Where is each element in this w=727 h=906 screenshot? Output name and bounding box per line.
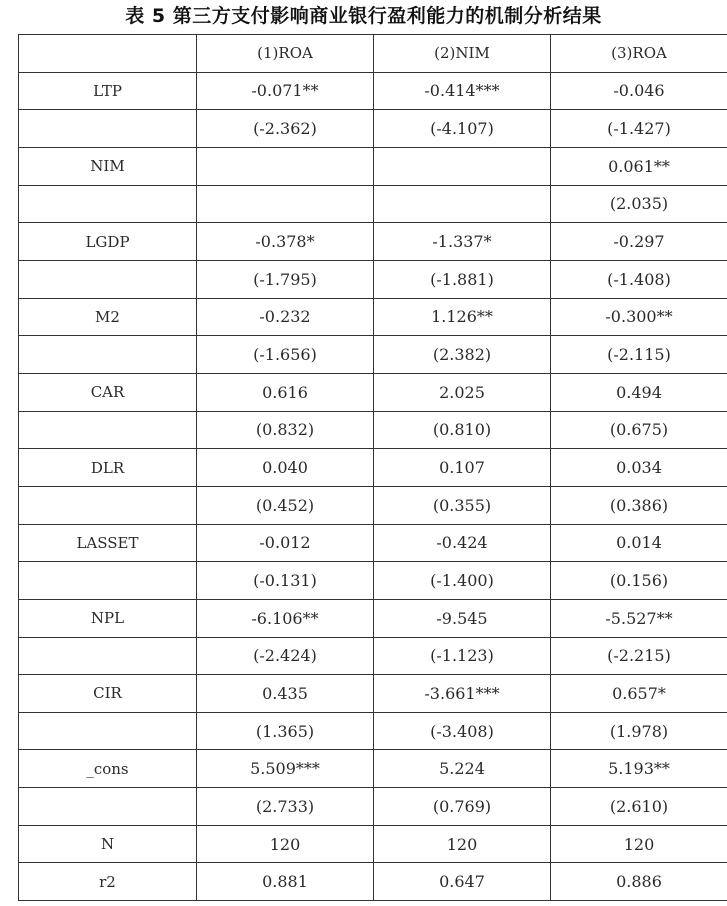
table-cell: -6.106** [197, 599, 374, 637]
table-cell: -0.297 [551, 223, 727, 261]
column-header-model-3: (3)ROA [551, 35, 727, 73]
table-row [19, 788, 727, 826]
table-cell: (2.382) [374, 336, 551, 374]
table-cell: (-3.408) [374, 712, 551, 750]
table-row [19, 486, 727, 524]
row-label [19, 486, 197, 524]
table-row [19, 599, 727, 637]
table-cell: -0.071** [197, 72, 374, 110]
column-header-model-2: (2)NIM [374, 35, 551, 73]
table-cell: -0.012 [197, 524, 374, 562]
table-cell: -1.337* [374, 223, 551, 261]
table-cell: (2.733) [197, 788, 374, 826]
row-label: LASSET [19, 524, 197, 562]
table-cell: (0.355) [374, 486, 551, 524]
table-cell: (2.610) [551, 788, 727, 826]
table-cell: 5.193** [551, 750, 727, 788]
table-cell: (1.978) [551, 712, 727, 750]
table-row [19, 637, 727, 675]
table-cell: 0.014 [551, 524, 727, 562]
table-row [19, 863, 727, 901]
table-cell: (0.156) [551, 562, 727, 600]
table-cell: (-1.881) [374, 260, 551, 298]
table-cell: 0.881 [197, 863, 374, 901]
table-row [19, 298, 727, 336]
table-cell: 0.494 [551, 373, 727, 411]
row-label [19, 562, 197, 600]
table-cell: -0.378* [197, 223, 374, 261]
table-cell: 0.657* [551, 675, 727, 713]
table-cell: (-1.656) [197, 336, 374, 374]
table-cell [197, 147, 374, 185]
row-label: CAR [19, 373, 197, 411]
table-row [19, 147, 727, 185]
table-cell: -0.424 [374, 524, 551, 562]
table-cell: -0.046 [551, 72, 727, 110]
table-cell: 0.435 [197, 675, 374, 713]
table-cell: 5.509*** [197, 750, 374, 788]
table-cell: (-1.123) [374, 637, 551, 675]
row-label [19, 260, 197, 298]
table-cell: 120 [374, 825, 551, 863]
table-cell: (0.386) [551, 486, 727, 524]
table-cell [374, 147, 551, 185]
table-row [19, 110, 727, 148]
table-row [19, 524, 727, 562]
row-label: NIM [19, 147, 197, 185]
table-cell: (-0.131) [197, 562, 374, 600]
table-cell: 0.034 [551, 449, 727, 487]
table-cell: 0.107 [374, 449, 551, 487]
table-cell: -0.232 [197, 298, 374, 336]
table-cell: (-2.424) [197, 637, 374, 675]
table-cell: 0.040 [197, 449, 374, 487]
table-cell: 2.025 [374, 373, 551, 411]
table-cell: (1.365) [197, 712, 374, 750]
table-cell: (0.675) [551, 411, 727, 449]
row-label: LGDP [19, 223, 197, 261]
table-title: 表 5 第三方支付影响商业银行盈利能力的机制分析结果 [125, 5, 602, 27]
table-cell: 0.616 [197, 373, 374, 411]
row-label: N [19, 825, 197, 863]
row-label [19, 411, 197, 449]
table-cell: 1.126** [374, 298, 551, 336]
table-cell: 0.647 [374, 863, 551, 901]
row-label [19, 110, 197, 148]
row-label [19, 336, 197, 374]
table-cell: 5.224 [374, 750, 551, 788]
table-row [19, 72, 727, 110]
row-label [19, 637, 197, 675]
row-label [19, 712, 197, 750]
table-cell: (-1.427) [551, 110, 727, 148]
table-cell: -0.300** [551, 298, 727, 336]
table-cell [374, 185, 551, 223]
table-cell: (-2.115) [551, 336, 727, 374]
table-body [19, 72, 727, 900]
table-cell: -0.414*** [374, 72, 551, 110]
row-label: DLR [19, 449, 197, 487]
table-row [19, 411, 727, 449]
table-cell: (0.452) [197, 486, 374, 524]
table-row [19, 336, 727, 374]
row-label: _cons [19, 750, 197, 788]
table-cell: (0.832) [197, 411, 374, 449]
row-label: CIR [19, 675, 197, 713]
table-cell: 120 [197, 825, 374, 863]
table-cell: (-1.795) [197, 260, 374, 298]
table-row [19, 223, 727, 261]
row-label: NPL [19, 599, 197, 637]
table-cell: (-4.107) [374, 110, 551, 148]
table-cell: (0.769) [374, 788, 551, 826]
column-header-variable [19, 35, 197, 73]
table-row [19, 449, 727, 487]
table-row [19, 260, 727, 298]
row-label: r2 [19, 863, 197, 901]
table-row [19, 825, 727, 863]
table-cell: (-1.408) [551, 260, 727, 298]
table-row [19, 185, 727, 223]
table-row [19, 562, 727, 600]
row-label: LTP [19, 72, 197, 110]
table-cell: (2.035) [551, 185, 727, 223]
table-cell: -5.527** [551, 599, 727, 637]
table-cell: (-2.362) [197, 110, 374, 148]
table-cell: -3.661*** [374, 675, 551, 713]
row-label [19, 788, 197, 826]
table-cell: (-2.215) [551, 637, 727, 675]
table-cell [197, 185, 374, 223]
table-cell: (0.810) [374, 411, 551, 449]
table-cell: -9.545 [374, 599, 551, 637]
table-row [19, 675, 727, 713]
table-cell: 0.886 [551, 863, 727, 901]
table-cell: 0.061** [551, 147, 727, 185]
row-label: M2 [19, 298, 197, 336]
table-row [19, 750, 727, 788]
column-header-model-1: (1)ROA [197, 35, 374, 73]
table-cell: 120 [551, 825, 727, 863]
regression-results-table [18, 34, 727, 901]
row-label [19, 185, 197, 223]
table-cell: (-1.400) [374, 562, 551, 600]
table-row [19, 373, 727, 411]
table-row [19, 712, 727, 750]
table-header-row [19, 35, 727, 73]
